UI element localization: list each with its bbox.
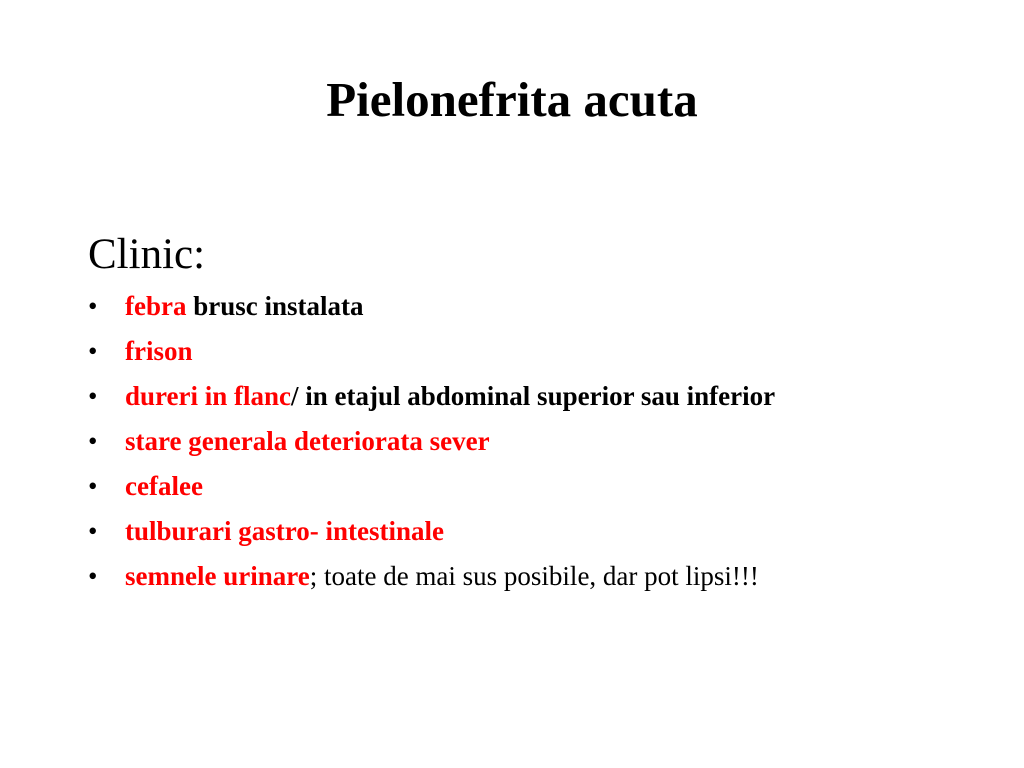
item-highlight: frison bbox=[125, 336, 193, 366]
item-highlight: semnele urinare bbox=[125, 561, 310, 591]
item-text: / in etajul abdominal superior sau inferior bbox=[291, 381, 776, 411]
bullet-icon: • bbox=[88, 471, 98, 501]
bullet-icon: • bbox=[88, 381, 98, 411]
bullet-icon: • bbox=[88, 426, 98, 456]
item-highlight: dureri in flanc bbox=[125, 381, 292, 411]
list-item bbox=[88, 380, 948, 412]
bullet-icon: • bbox=[88, 561, 98, 591]
bullet-icon: • bbox=[88, 516, 98, 546]
list-item bbox=[88, 470, 948, 502]
item-highlight: tulburari gastro- intestinale bbox=[125, 516, 444, 546]
item-highlight: cefalee bbox=[125, 471, 203, 501]
list-item bbox=[88, 425, 948, 457]
item-highlight: stare generala deteriorata sever bbox=[125, 426, 490, 456]
list-item bbox=[88, 290, 948, 322]
list-item bbox=[88, 515, 948, 547]
item-text: ; toate de mai sus posibile, dar pot lipsi!!! bbox=[309, 561, 759, 591]
list-item bbox=[88, 335, 948, 367]
list-item bbox=[88, 560, 948, 592]
item-highlight: febra bbox=[125, 291, 187, 321]
item-text: brusc instalata bbox=[186, 291, 364, 321]
section-heading: Clinic: bbox=[88, 231, 206, 278]
bullet-list bbox=[88, 290, 948, 605]
bullet-icon: • bbox=[88, 336, 98, 366]
slide-title: Pielonefrita acuta bbox=[326, 72, 698, 127]
bullet-icon: • bbox=[88, 291, 98, 321]
